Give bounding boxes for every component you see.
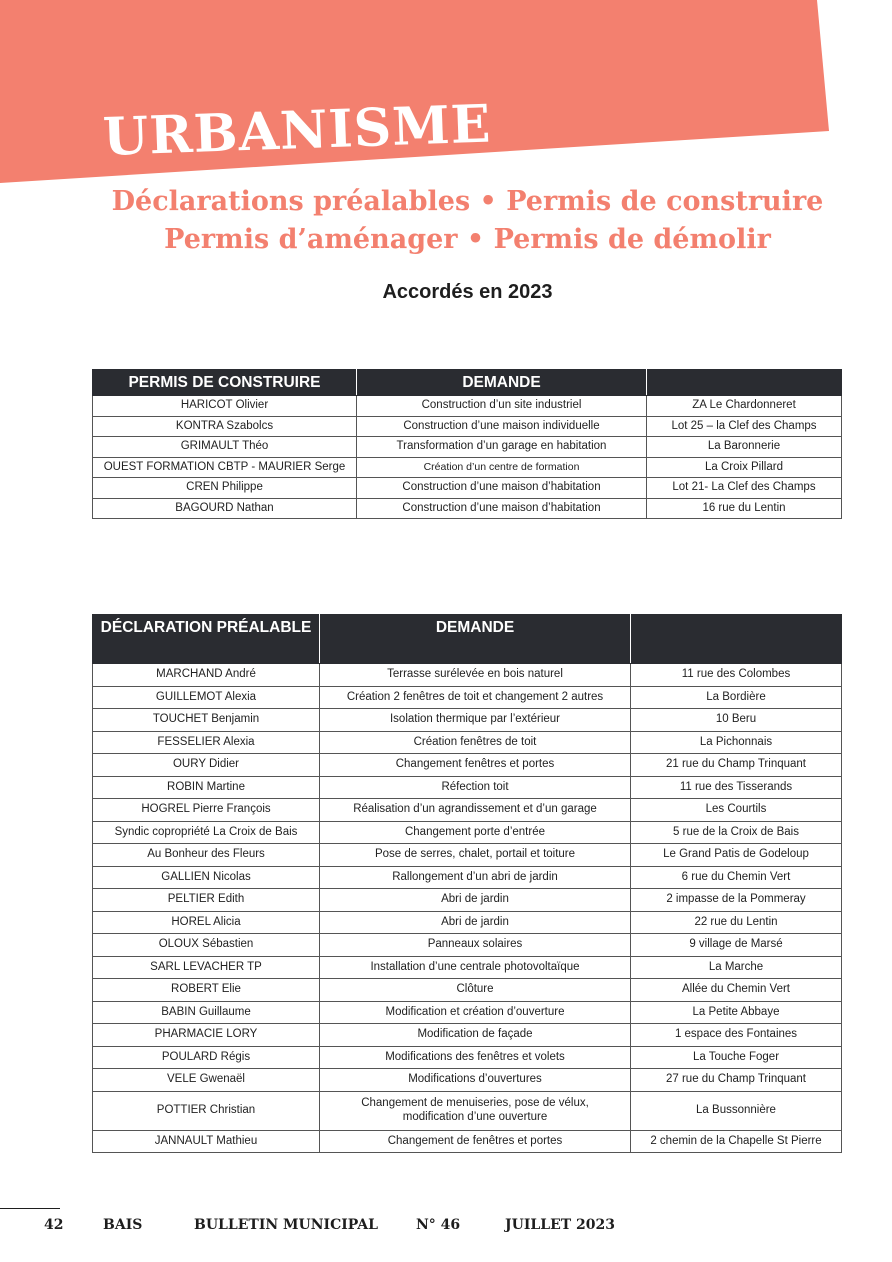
request-cell: Création 2 fenêtres de toit et changement 2 autres <box>320 686 631 709</box>
page-number: 42 <box>44 1217 64 1233</box>
table-row <box>93 911 842 934</box>
request-cell: Changement fenêtres et portes <box>320 754 631 777</box>
location-cell: 1 espace des Fontaines <box>631 1024 842 1047</box>
applicant-cell: POTTIER Christian <box>93 1091 320 1130</box>
location-cell: La Touche Foger <box>631 1046 842 1069</box>
request-cell: Construction d’une maison d’habitation <box>357 478 647 499</box>
footer-rule <box>0 1208 60 1209</box>
applicant-cell: POULARD Régis <box>93 1046 320 1069</box>
applicant-cell: ROBERT Elie <box>93 979 320 1002</box>
table-row <box>93 416 842 437</box>
table-row <box>93 709 842 732</box>
location-cell: 2 impasse de la Pommeray <box>631 889 842 912</box>
applicant-cell: BABIN Guillaume <box>93 1001 320 1024</box>
request-cell: Clôture <box>320 979 631 1002</box>
request-cell: Panneaux solaires <box>320 934 631 957</box>
location-cell: La Pichonnais <box>631 731 842 754</box>
table-row <box>93 498 842 519</box>
location-cell: ZA Le Chardonneret <box>647 396 842 417</box>
applicant-cell: HOGREL Pierre François <box>93 799 320 822</box>
applicant-cell: FESSELIER Alexia <box>93 731 320 754</box>
table-row <box>93 821 842 844</box>
applicant-cell: HOREL Alicia <box>93 911 320 934</box>
applicant-cell: OUEST FORMATION CBTP - MAURIER Serge <box>93 457 357 478</box>
column-header-location <box>647 370 842 396</box>
year-title: Accordés en 2023 <box>382 281 553 303</box>
table-row <box>93 1130 842 1153</box>
column-header-applicant: DÉCLARATION PRÉALABLE <box>93 615 320 664</box>
request-cell: Isolation thermique par l’extérieur <box>320 709 631 732</box>
request-cell: Création d’un centre de formation <box>357 457 647 478</box>
applicant-cell: CREN Philippe <box>93 478 357 499</box>
applicant-cell: PELTIER Edith <box>93 889 320 912</box>
table-row <box>93 934 842 957</box>
request-cell: Construction d’un site industriel <box>357 396 647 417</box>
applicant-cell: JANNAULT Mathieu <box>93 1130 320 1153</box>
location-cell: La Petite Abbaye <box>631 1001 842 1024</box>
permis-construire-table <box>92 369 842 519</box>
applicant-cell: MARCHAND André <box>93 664 320 687</box>
applicant-cell: OURY Didier <box>93 754 320 777</box>
location-cell: 9 village de Marsé <box>631 934 842 957</box>
applicant-cell: PHARMACIE LORY <box>93 1024 320 1047</box>
location-cell: 5 rue de la Croix de Bais <box>631 821 842 844</box>
location-cell: Lot 25 – la Clef des Champs <box>647 416 842 437</box>
table-row <box>93 844 842 867</box>
location-cell: La Bussonnière <box>631 1091 842 1130</box>
table-row <box>93 979 842 1002</box>
location-cell: 11 rue des Colombes <box>631 664 842 687</box>
request-cell: Création fenêtres de toit <box>320 731 631 754</box>
table-row <box>93 1069 842 1092</box>
table-row <box>93 1024 842 1047</box>
footer-date: JUILLET 2023 <box>505 1217 615 1233</box>
location-cell: Les Courtils <box>631 799 842 822</box>
column-header-location <box>631 615 842 664</box>
table-header-row <box>93 370 842 396</box>
request-cell: Installation d’une centrale photovoltaïque <box>320 956 631 979</box>
request-cell: Transformation d’un garage en habitation <box>357 437 647 458</box>
location-cell: Allée du Chemin Vert <box>631 979 842 1002</box>
table-row <box>93 1091 842 1130</box>
table-row <box>93 889 842 912</box>
subtitle-line-1: Déclarations préalables • Permis de construire <box>111 186 824 217</box>
location-cell: La Baronnerie <box>647 437 842 458</box>
request-cell: Modifications des fenêtres et volets <box>320 1046 631 1069</box>
applicant-cell: Syndic copropriété La Croix de Bais <box>93 821 320 844</box>
location-cell: 16 rue du Lentin <box>647 498 842 519</box>
location-cell: 10 Beru <box>631 709 842 732</box>
declaration-prealable-table <box>92 614 842 1153</box>
applicant-cell: GALLIEN Nicolas <box>93 866 320 889</box>
footer-issue: N° 46 <box>416 1217 461 1233</box>
request-cell: Abri de jardin <box>320 911 631 934</box>
table-row <box>93 437 842 458</box>
table-row <box>93 1046 842 1069</box>
table-row <box>93 664 842 687</box>
table-header-row <box>93 615 842 664</box>
request-cell: Réfection toit <box>320 776 631 799</box>
request-cell: Modification de façade <box>320 1024 631 1047</box>
request-cell: Rallongement d’un abri de jardin <box>320 866 631 889</box>
location-cell: 22 rue du Lentin <box>631 911 842 934</box>
location-cell: La Croix Pillard <box>647 457 842 478</box>
table-row <box>93 478 842 499</box>
location-cell: La Bordière <box>631 686 842 709</box>
request-cell: Construction d’une maison d’habitation <box>357 498 647 519</box>
table-row <box>93 866 842 889</box>
table-row <box>93 731 842 754</box>
request-cell: Modification et création d’ouverture <box>320 1001 631 1024</box>
applicant-cell: TOUCHET Benjamin <box>93 709 320 732</box>
location-cell: 11 rue des Tisserands <box>631 776 842 799</box>
table-row <box>93 799 842 822</box>
applicant-cell: ROBIN Martine <box>93 776 320 799</box>
location-cell: 27 rue du Champ Trinquant <box>631 1069 842 1092</box>
table-row <box>93 396 842 417</box>
table-row <box>93 956 842 979</box>
request-cell: Changement porte d’entrée <box>320 821 631 844</box>
applicant-cell: GRIMAULT Théo <box>93 437 357 458</box>
table-row <box>93 1001 842 1024</box>
location-cell: 21 rue du Champ Trinquant <box>631 754 842 777</box>
request-cell: Pose de serres, chalet, portail et toiture <box>320 844 631 867</box>
column-header-request: DEMANDE <box>357 370 647 396</box>
footer-publication: BULLETIN MUNICIPAL <box>194 1217 378 1233</box>
table-row <box>93 754 842 777</box>
section-title: URBANISME <box>102 93 493 168</box>
subtitle-line-2: Permis d’aménager • Permis de démolir <box>164 224 771 255</box>
request-cell: Modifications d’ouvertures <box>320 1069 631 1092</box>
table-row <box>93 686 842 709</box>
column-header-request: DEMANDE <box>320 615 631 664</box>
footer-town: BAIS <box>103 1217 143 1233</box>
applicant-cell: SARL LEVACHER TP <box>93 956 320 979</box>
table-row <box>93 776 842 799</box>
request-cell: Changement de fenêtres et portes <box>320 1130 631 1153</box>
location-cell: La Marche <box>631 956 842 979</box>
request-cell: Terrasse surélevée en bois naturel <box>320 664 631 687</box>
applicant-cell: BAGOURD Nathan <box>93 498 357 519</box>
location-cell: Lot 21- La Clef des Champs <box>647 478 842 499</box>
request-cell: Changement de menuiseries, pose de vélux, modification d’une ouverture <box>320 1091 631 1130</box>
request-cell: Construction d’une maison individuelle <box>357 416 647 437</box>
request-cell: Réalisation d’un agrandissement et d’un garage <box>320 799 631 822</box>
applicant-cell: Au Bonheur des Fleurs <box>93 844 320 867</box>
applicant-cell: KONTRA Szabolcs <box>93 416 357 437</box>
applicant-cell: OLOUX Sébastien <box>93 934 320 957</box>
request-cell: Abri de jardin <box>320 889 631 912</box>
location-cell: 2 chemin de la Chapelle St Pierre <box>631 1130 842 1153</box>
location-cell: Le Grand Patis de Godeloup <box>631 844 842 867</box>
table-row <box>93 457 842 478</box>
applicant-cell: GUILLEMOT Alexia <box>93 686 320 709</box>
applicant-cell: HARICOT Olivier <box>93 396 357 417</box>
column-header-applicant: PERMIS DE CONSTRUIRE <box>93 370 357 396</box>
applicant-cell: VELE Gwenaël <box>93 1069 320 1092</box>
location-cell: 6 rue du Chemin Vert <box>631 866 842 889</box>
